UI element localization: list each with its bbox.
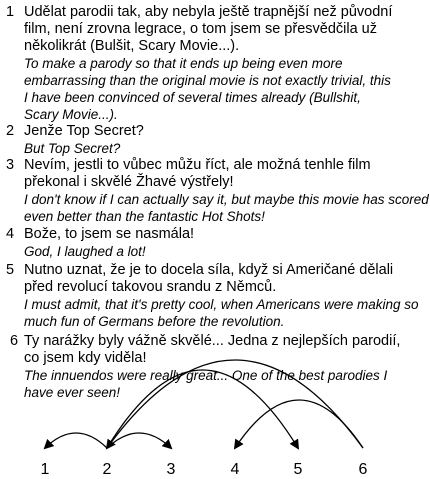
czech-line: co jsem kdy viděla!	[24, 350, 147, 366]
czech-line: film, není zrovna legrace, o tom jsem se přesvědčila už	[24, 21, 377, 37]
czech-text	[24, 123, 144, 140]
sentence-number: 2	[6, 123, 15, 139]
sentence-number: 1	[6, 4, 15, 20]
czech-line: Jenže Top Secret?	[24, 123, 144, 139]
english-line: Scary Movie...).	[24, 107, 118, 122]
sentence-number: 3	[6, 157, 15, 173]
czech-text	[24, 157, 371, 191]
english-translation	[24, 296, 418, 330]
node-label-1: 1	[40, 461, 50, 478]
edge-6-to-4	[235, 400, 363, 448]
english-line: even better than the fantastic Hot Shots!	[24, 209, 265, 224]
english-line: The innuendos were really great... One of the best parodies I	[24, 368, 388, 383]
czech-line: Bože, to jsem se nasmála!	[24, 226, 195, 242]
czech-line: několikrát (Bulšit, Scary Movie...).	[24, 38, 240, 54]
node-label-6: 6	[358, 461, 368, 478]
english-line: embarrassing than the original movie is not exactly trivial, this	[24, 73, 391, 88]
english-line: have ever seen!	[24, 385, 121, 400]
english-translation	[24, 191, 429, 225]
english-translation	[24, 140, 120, 157]
english-line: I don't know if I can actually say it, but maybe this movie has scored	[24, 192, 429, 207]
english-line: much fun of Germans before the revolution.	[24, 314, 285, 329]
czech-line: Udělat parodii tak, aby nebyla ještě trapnější než původní	[24, 4, 393, 20]
english-line: I must admit, that it's pretty cool, when Americans were making so	[24, 297, 419, 312]
czech-line: před revolucí takovou srandu z Němců.	[24, 279, 277, 295]
node-label-5: 5	[293, 461, 303, 478]
english-line: God, I laughed a lot!	[24, 244, 146, 259]
english-translation	[24, 367, 387, 401]
czech-text	[24, 262, 393, 296]
english-line: To make a parody so that it ends up being even more	[24, 56, 343, 71]
czech-line: překonal i skvělé Žhavé výstřely!	[24, 174, 234, 190]
node-label-2: 2	[102, 461, 112, 478]
node-label-3: 3	[166, 461, 176, 478]
english-line: But Top Secret?	[24, 141, 121, 156]
english-line: I have been convinced of several times already (Bullshit,	[24, 90, 361, 105]
sentence-number: 5	[6, 262, 15, 278]
sentence-number: 6	[10, 333, 19, 349]
node-label-4: 4	[230, 461, 240, 478]
sentence-number: 4	[6, 226, 15, 242]
edge-2-to-3	[107, 433, 171, 448]
edge-2-to-1	[45, 433, 107, 448]
english-translation	[24, 243, 146, 260]
czech-line: Nevím, jestli to vůbec můžu říct, ale možná tenhle film	[24, 157, 371, 173]
english-translation	[24, 55, 391, 123]
czech-line: Ty narážky byly vážně skvělé... Jedna z nejlepších parodií,	[24, 333, 401, 349]
czech-text	[24, 4, 392, 55]
czech-text	[24, 333, 400, 367]
czech-text	[24, 226, 194, 243]
czech-line: Nutno uznat, že je to docela síla, když si Američané dělali	[24, 262, 394, 278]
